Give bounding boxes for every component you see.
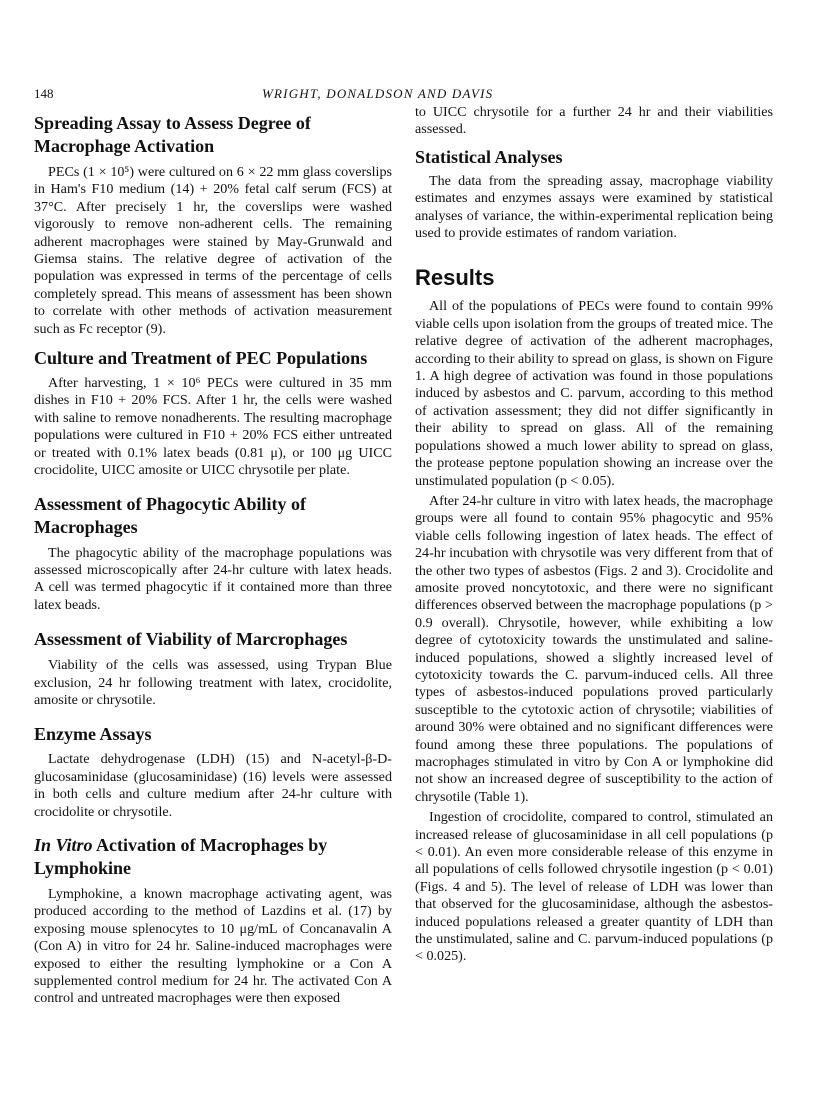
phagocytic-text: The phagocytic ability of the macrophage populations was assessed microscopically after 24-hr culture with latex heads. A cell was termed phagocytic if it contained more than three latex beads. bbox=[34, 544, 392, 613]
viability-heading: Assessment of Viability of Marcrophages bbox=[34, 629, 348, 650]
running-title: WRIGHT, DONALDSON AND DAVIS bbox=[262, 86, 494, 101]
enzyme-heading: Enzyme Assays bbox=[34, 724, 152, 745]
continuation-text: to UICC chrysotile for a further 24 hr and their viabilities assessed. bbox=[415, 104, 773, 138]
right-column bbox=[415, 104, 773, 966]
page-number: 148 bbox=[34, 86, 54, 101]
results-paragraph-1: All of the populations of PECs were found to contain 99% viable cells upon isolation from the groups of treated mice. The relative degree of activation of the adherent macrophages, according to their ability to spread on glass, is shown on Figure 1. A high degree of activation was found in those populations induced by asbestos and C. parvum, according to this method of activation assessment; they did not differ significantly in their ability to spread on glass. All of the remaining populations showed a much lower ability to spread on glass, the protease peptone population showing an increase over the unstimulated population (p < 0.05). bbox=[415, 298, 773, 489]
invitro-text: Lymphokine, a known macrophage activating agent, was produced according to the method of Lazdins et al. (17) by exposing mouse splenocytes to 10 μg/mL of Concanavalin A (Con A) in vitro for 24 hr. Saline-induced macrophages were exposed to either the resulting lymphokine or a Con A supplemented control medium for 24 hr. The activated Con A control and untreated macrophages were then exposed bbox=[34, 885, 392, 1007]
invitro-heading bbox=[34, 834, 392, 880]
invitro-heading-rest: Activation of Macrophages by Lymphokine bbox=[34, 834, 328, 878]
results-paragraph-3: Ingestion of crocidolite, compared to control, stimulated an increased release of glucosaminidase in all cell populations (p < 0.01). An even more considerable release of this enzyme in all populations of cells followed chrysotile ingestion (p < 0.01) (Figs. 4 and 5). The level of release of LDH was lower than that observed for the glucosaminidase, although the asbestos-induced populations released a greater quantity of LDH than the unstimulated, saline and C. parvum-induced populations (p < 0.025). bbox=[415, 809, 773, 965]
spreading-heading: Spreading Assay to Assess Degree of Macrophage Activation bbox=[34, 113, 311, 156]
results-heading: Results bbox=[415, 265, 495, 291]
statistical-heading: Statistical Analyses bbox=[415, 146, 563, 167]
viability-text: Viability of the cells was assessed, using Trypan Blue exclusion, 24 hr following treatment with latex, crocidolite, amosite or chrysotile. bbox=[34, 657, 392, 708]
culture-heading: Culture and Treatment of PEC Populations bbox=[34, 348, 368, 369]
invitro-heading-italic: In Vitro bbox=[34, 834, 93, 855]
statistical-text: The data from the spreading assay, macrophage viability estimates and enzymes assays were examined by statistical analyses of variance, the within-experimental replication being used to provide estimates of random variation. bbox=[415, 172, 773, 242]
results-paragraph-2: After 24-hr culture in vitro with latex heads, the macrophage groups were all found to contain 95% phagocytic and 95% viable cells following ingestion of latex heads. The effect of 24-hr incubation with chrysotile was very different from that of the other two types of asbestos (Figs. 2 and 3). Crocidolite and amosite proved noncytotoxic, and there were no significant differences observed between the macrophage populations (p > 0.9 overall). Chrysotile, however, while exhibiting a low degree of cytotoxicity towards the unstimulated and saline-induced populations, showed a slightly increased level of cytotoxicity towards the C. parvum-induced cells. All three types of asbestos-induced populations proved particularly susceptible to the cytotoxic action of chrysotile; viabilities of around 30% were obtained and no significant differences were found among these three populations. The populations of macrophages stimulated in vitro by Con A or lymphokine did not show an increased degree of susceptibility to the action of chrysotile (Table 1). bbox=[415, 492, 773, 805]
left-column bbox=[34, 104, 392, 1008]
culture-text: After harvesting, 1 × 10⁶ PECs were cultured in 35 mm dishes in F10 + 20% FCS. After 1 hr, the cells were washed with saline to remove nonadherents. The resulting macrophage populations were cultured in F10 + 20% FCS either untreated or treated with 0.1% latex beads (0.81 μ), or 100 μg UICC crocidolite, UICC amosite or UICC chrysotile per plate. bbox=[34, 375, 392, 479]
spreading-text: PECs (1 × 10⁵) were cultured on 6 × 22 mm glass coverslips in Ham's F10 medium (14) + 20% fetal calf serum (FCS) at 37°C. After precisely 1 hr, the coverslips were washed vigorously to remove non-adherent cells. The remaining adherent macrophages were stained by May-Grunwald and Giemsa stains. The relative degree of activation of the population was expressed in terms of the percentage of cells completely spread. This means of assessment has been shown to correlate with other methods of activation measurement such as Fc receptor (9). bbox=[34, 164, 392, 337]
phagocytic-heading: Assessment of Phagocytic Ability of Macrophages bbox=[34, 493, 306, 537]
enzyme-text: Lactate dehydrogenase (LDH) (15) and N-acetyl-β-D-glucosaminidase (glucosaminidase) (16) levels were assessed in both cells and culture medium after 24-hr culture with crocidolite or chrysotile. bbox=[34, 751, 392, 820]
